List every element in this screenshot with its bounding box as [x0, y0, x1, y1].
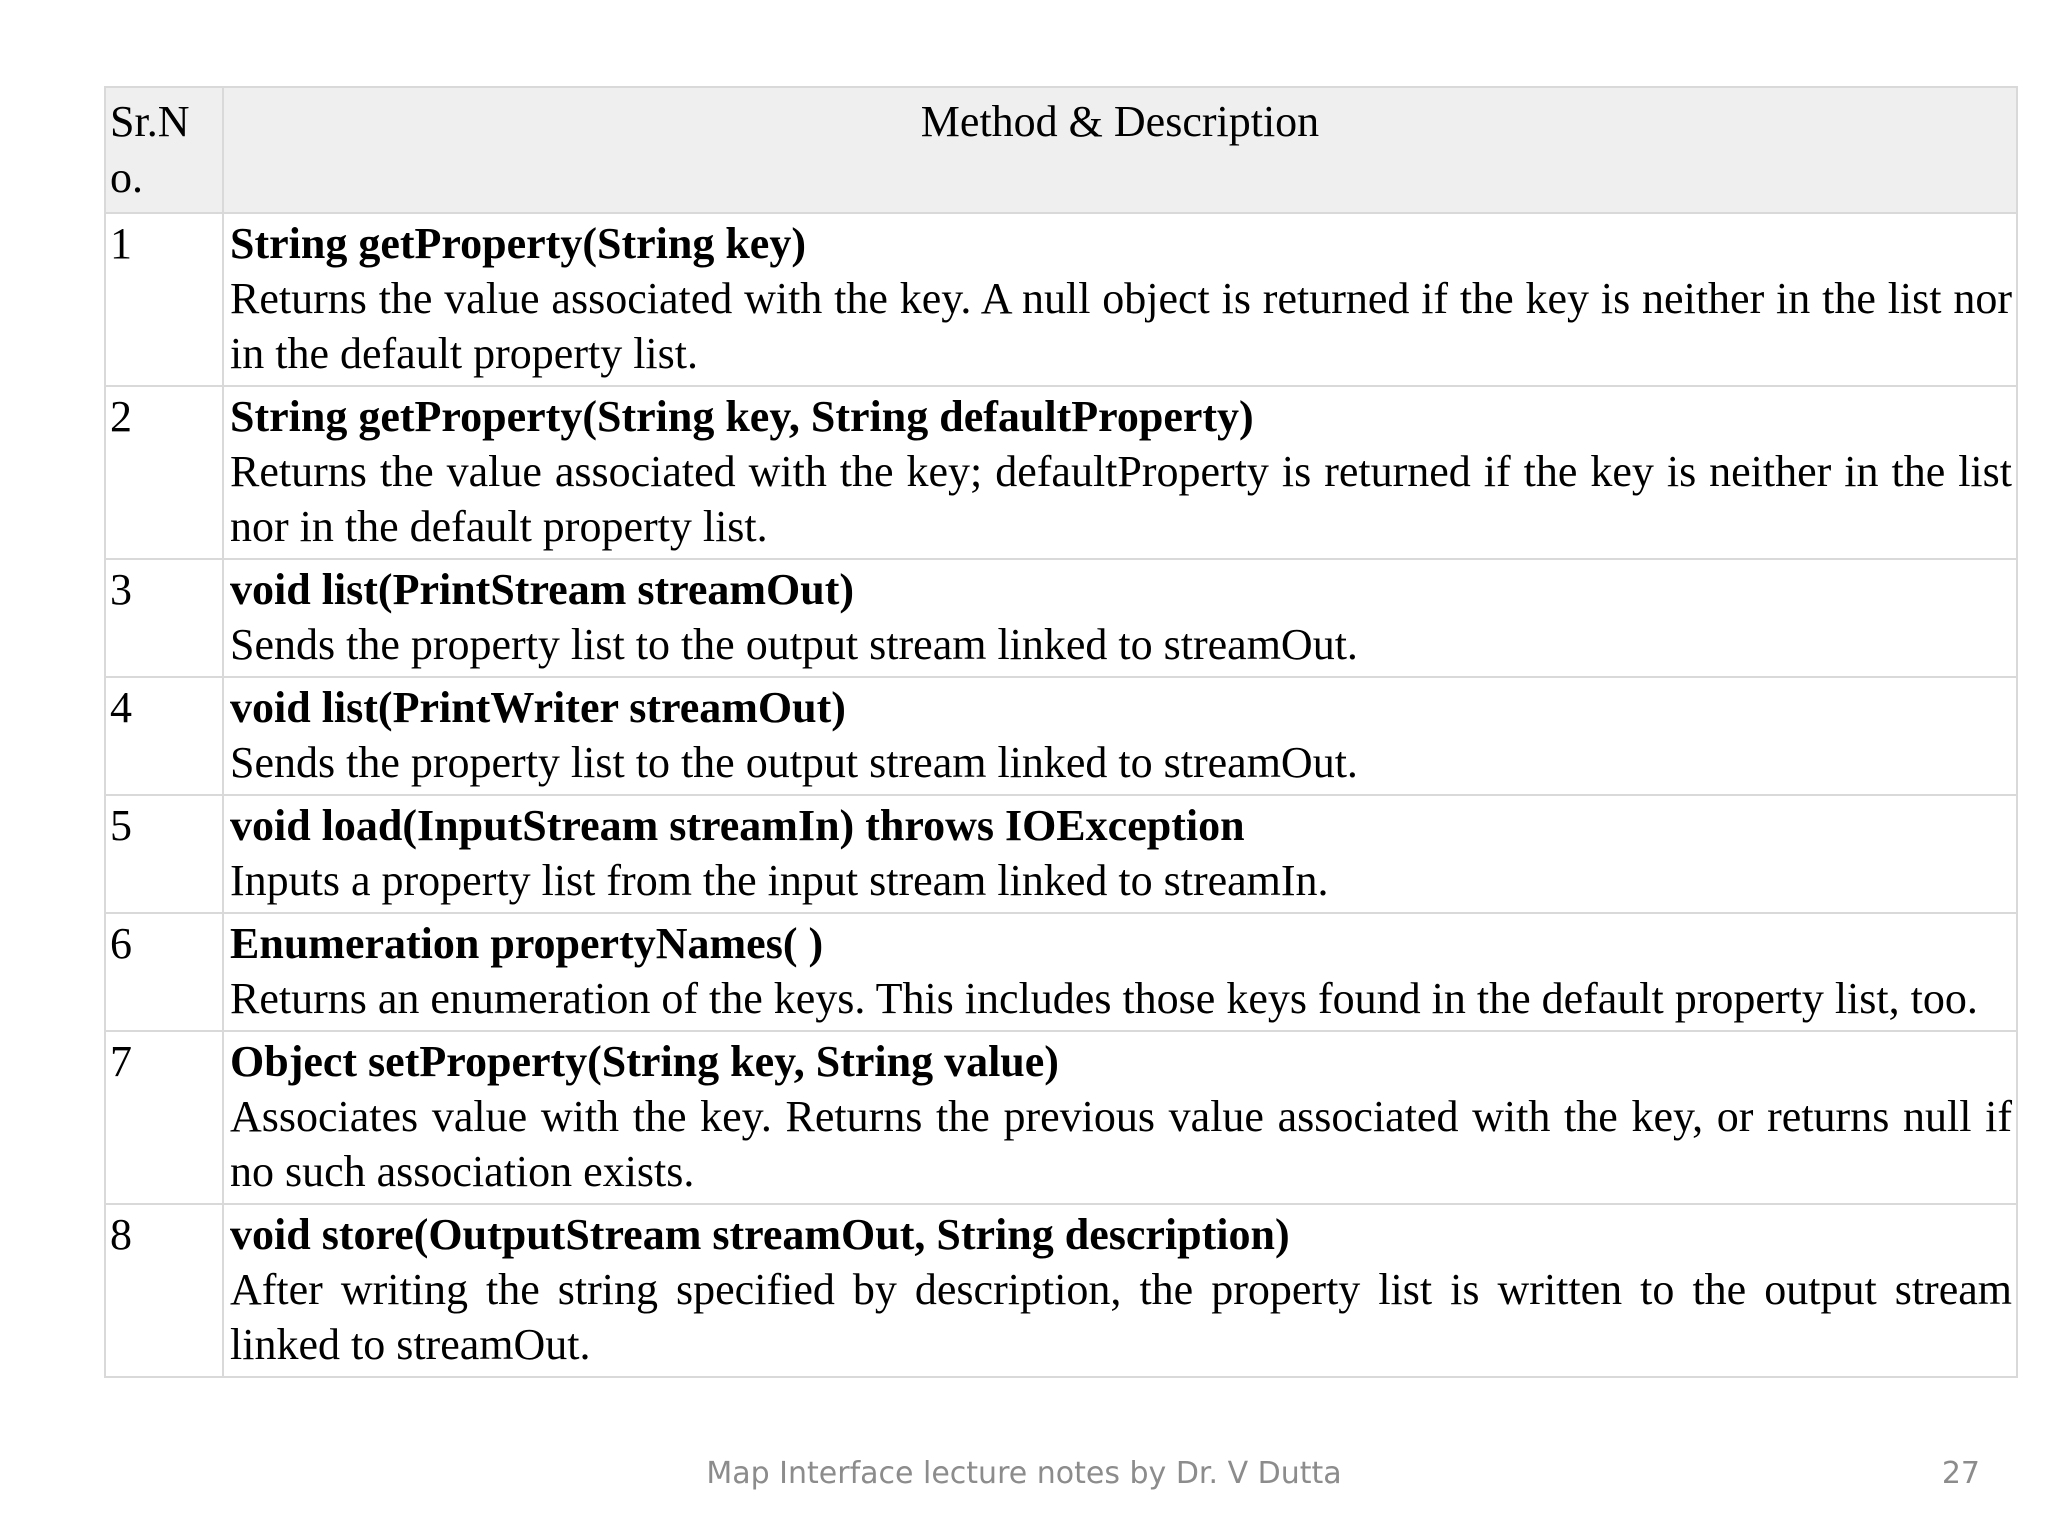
table-row [105, 559, 2017, 677]
row-content [223, 213, 2017, 386]
row-content [223, 795, 2017, 913]
header-method-description: Method & Description [223, 87, 2017, 213]
method-description: After writing the string specified by description, the property list is written to the output stream linked to streamOut. [230, 1265, 2012, 1369]
table-row [105, 677, 2017, 795]
row-number: 6 [105, 913, 223, 1031]
row-content [223, 1204, 2017, 1377]
methods-table [104, 86, 2018, 1378]
table-row [105, 386, 2017, 559]
row-number: 1 [105, 213, 223, 386]
row-number: 5 [105, 795, 223, 913]
row-number: 4 [105, 677, 223, 795]
table-header-row [105, 87, 2017, 213]
method-description: Inputs a property list from the input stream linked to streamIn. [230, 856, 1329, 905]
table-row [105, 795, 2017, 913]
row-number: 8 [105, 1204, 223, 1377]
row-content [223, 386, 2017, 559]
method-description: Sends the property list to the output stream linked to streamOut. [230, 620, 1358, 669]
table-row [105, 213, 2017, 386]
slide-page-number: 27 [1941, 1456, 1980, 1491]
row-content [223, 559, 2017, 677]
table-row [105, 1031, 2017, 1204]
method-description: Returns an enumeration of the keys. This includes those keys found in the default property list, too. [230, 974, 1978, 1023]
method-signature: void list(PrintWriter streamOut) [230, 683, 846, 732]
method-description: Associates value with the key. Returns the previous value associated with the key, or returns null if no such association exists. [230, 1092, 2012, 1196]
table-row [105, 913, 2017, 1031]
method-signature: String getProperty(String key, String defaultProperty) [230, 392, 1254, 441]
table-row [105, 1204, 2017, 1377]
method-signature: String getProperty(String key) [230, 219, 806, 268]
row-number: 2 [105, 386, 223, 559]
row-content [223, 1031, 2017, 1204]
row-number: 3 [105, 559, 223, 677]
method-description: Sends the property list to the output stream linked to streamOut. [230, 738, 1358, 787]
header-sr-no: Sr.No. [105, 87, 223, 213]
method-description: Returns the value associated with the key; defaultProperty is returned if the key is neither in the list nor in the default property list. [230, 447, 2012, 551]
method-signature: void load(InputStream streamIn) throws IOException [230, 801, 1245, 850]
slide-footer: Map Interface lecture notes by Dr. V Dutta [706, 1456, 1342, 1491]
row-content [223, 677, 2017, 795]
row-content [223, 913, 2017, 1031]
method-signature: Object setProperty(String key, String value) [230, 1037, 1059, 1086]
method-signature: void store(OutputStream streamOut, String description) [230, 1210, 1290, 1259]
method-signature: void list(PrintStream streamOut) [230, 565, 855, 614]
method-description: Returns the value associated with the key. A null object is returned if the key is neither in the list nor in the default property list. [230, 274, 2012, 378]
row-number: 7 [105, 1031, 223, 1204]
method-signature: Enumeration propertyNames( ) [230, 919, 824, 968]
